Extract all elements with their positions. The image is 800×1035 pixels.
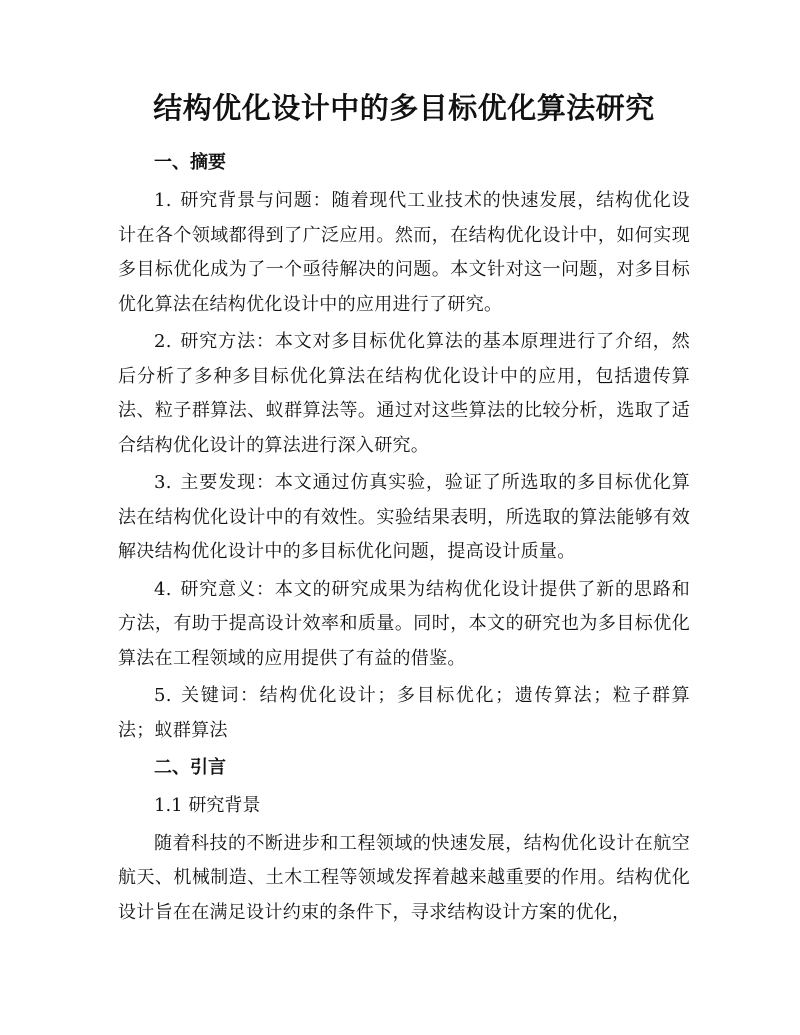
abstract-paragraph-3 [118, 466, 690, 570]
introduction-paragraph-1: 随着科技的不断进步和工程领域的快速发展，结构优化设计在航空航天、机械制造、土木工程等领域发挥着越来越重要的作用。结构优化设计旨在在满足设计约束的条件下，寻求结构设计方案的优化， [118, 832, 690, 923]
paragraph-number: 5. [154, 685, 172, 706]
abstract-paragraph-1 [118, 184, 690, 322]
document-title: 结构优化设计中的多目标优化算法研究 [153, 91, 655, 125]
abstract-paragraph-2 [118, 325, 690, 463]
section-heading-abstract: 一、摘要 [154, 152, 226, 173]
paragraph-number: 2. [154, 331, 172, 352]
abstract-paragraph-4 [118, 573, 690, 677]
paragraph-text: 研究方法：本文对多目标优化算法的基本原理进行了介绍，然后分析了多种多目标优化算法在结构优化设计中的应用，包括遗传算法、粒子群算法、蚁群算法等。通过对这些算法的比较分析，选取了适合结构优化设计的算法进行深入研究。 [118, 331, 690, 456]
subheading-research-background: 1.1 研究背景 [154, 795, 261, 816]
section-abstract [118, 146, 690, 748]
section-heading-introduction: 二、引言 [154, 757, 226, 778]
document-page [118, 88, 690, 933]
paragraph-text: 研究背景与问题：随着现代工业技术的快速发展，结构优化设计在各个领域都得到了广泛应用。然而，在结构优化设计中，如何实现多目标优化成为了一个亟待解决的问题。本文针对这一问题，对多目标优化算法在结构优化设计中的应用进行了研究。 [118, 190, 690, 315]
paragraph-number: 1. [154, 190, 172, 211]
section-introduction [118, 751, 690, 930]
paragraph-text: 关键词：结构优化设计；多目标优化；遗传算法；粒子群算法；蚁群算法 [118, 685, 690, 741]
paragraph-number: 4. [154, 578, 172, 600]
paragraph-text: 主要发现：本文通过仿真实验，验证了所选取的多目标优化算法在结构优化设计中的有效性。实验结果表明，所选取的算法能够有效解决结构优化设计中的多目标优化问题，提高设计质量。 [118, 472, 690, 562]
abstract-paragraph-5 [118, 679, 690, 748]
paragraph-text: 研究意义：本文的研究成果为结构优化设计提供了新的思路和方法，有助于提高设计效率和质量。同时，本文的研究也为多目标优化算法在工程领域的应用提供了有益的借鉴。 [118, 578, 690, 669]
paragraph-number: 3. [154, 472, 172, 493]
